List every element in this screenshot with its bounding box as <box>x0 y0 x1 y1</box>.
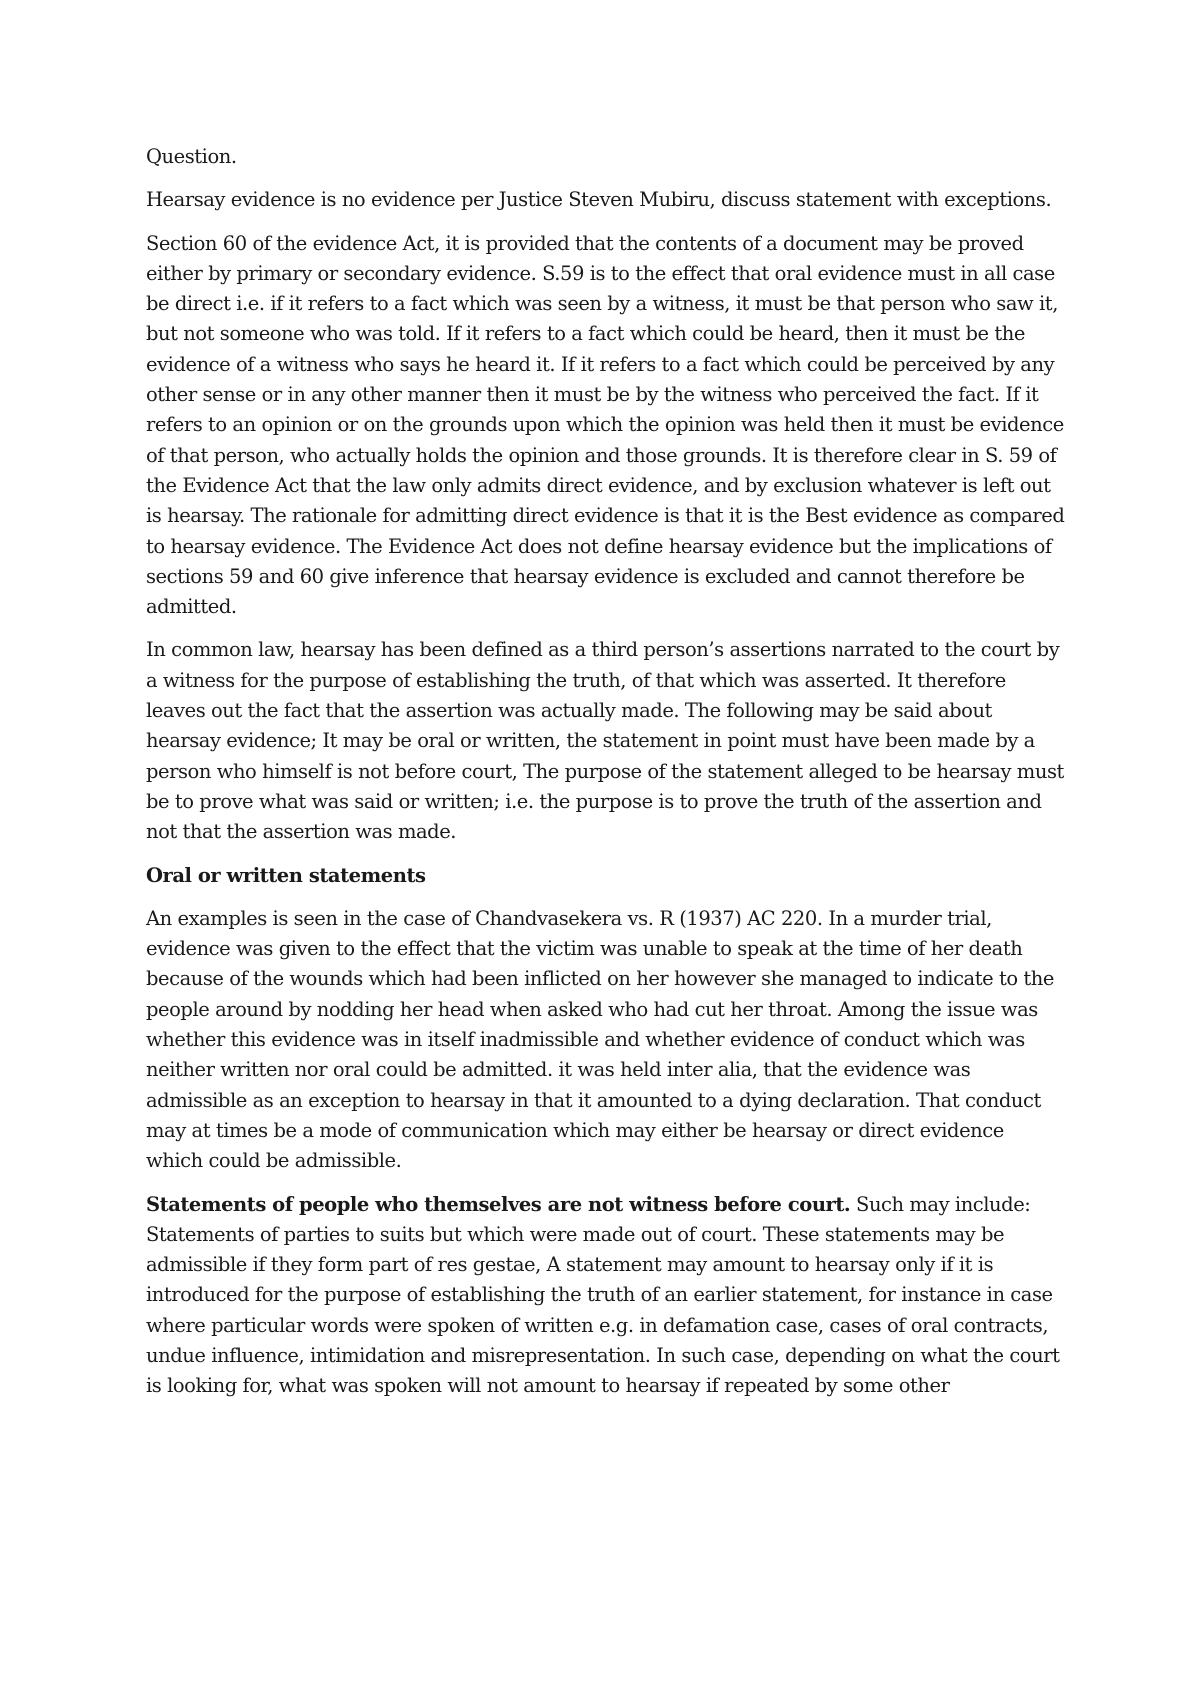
heading-oral-written-statements: Oral or written statements <box>146 863 426 887</box>
statements-body: Such may include: Statements of parties to suits but which were made out of court. These statements may be admissible if they form part of res gestae, A statement may amount to hearsay only if it is introduced for the purpose of establishing the truth of an earlier statement, for instance in case where particular words were spoken of written e.g. in defamation case, cases of oral contracts, undue influence, intimidation and misrepresentation. In such case, depending on what the court is looking for, what was spoken will not amount to hearsay if repeated by some other <box>146 1192 1060 1398</box>
statements-heading-bold: Statements of people who themselves are not witness before court. <box>146 1192 851 1216</box>
document-page <box>146 142 1066 1415</box>
question-text: Hearsay evidence is no evidence per Justice Steven Mubiru, discuss statement with exceptions. <box>146 188 1052 212</box>
paragraph-section-60: Section 60 of the evidence Act, it is provided that the contents of a document may be proved either by primary or secondary evidence. S.59 is to the effect that oral evidence must in all case be direct i.e. if it refers to a fact which was seen by a witness, it must be that person who saw it, but not someone who was told. If it refers to a fact which could be heard, then it must be the evidence of a witness who says he heard it. If it refers to a fact which could be perceived by any other sense or in any other manner then it must be by the witness who perceived the fact. If it refers to an opinion or on the grounds upon which the opinion was held then it must be evidence of that person, who actually holds the opinion and those grounds. It is therefore clear in S. 59 of the Evidence Act that the law only admits direct evidence, and by exclusion whatever is left out is hearsay. The rationale for admitting direct evidence is that it is the Best evidence as compared to hearsay evidence. The Evidence Act does not define hearsay evidence but the implications of sections 59 and 60 give inference that hearsay evidence is excluded and cannot therefore be admitted. <box>146 231 1065 619</box>
question-label: Question. <box>146 145 237 168</box>
paragraph-chandvasekera: An examples is seen in the case of Chandvasekera vs. R (1937) AC 220. In a murder trial, evidence was given to the effect that the victim was unable to speak at the time of her death because of the wounds which had been inflicted on her however she managed to indicate to the people around by nodding her head when asked who had cut her throat. Among the issue was whether this evidence was in itself inadmissible and whether evidence of conduct which was neither written nor oral could be admitted. it was held inter alia, that the evidence was admissible as an exception to hearsay in that it amounted to a dying declaration. That conduct may at times be a mode of communication which may either be hearsay or direct evidence which could be admissible. <box>146 906 1054 1173</box>
paragraph-common-law: In common law, hearsay has been defined as a third person’s assertions narrated to the court by a witness for the purpose of establishing the truth, of that which was asserted. It therefore leaves out the fact that the assertion was actually made. The following may be said about hearsay evidence; It may be oral or written, the statement in point must have been made by a person who himself is not before court, The purpose of the statement alleged to be hearsay must be to prove what was said or written; i.e. the purpose is to prove the truth of the assertion and not that the assertion was made. <box>146 638 1064 844</box>
paragraph-statements-not-witness <box>146 1190 1066 1402</box>
